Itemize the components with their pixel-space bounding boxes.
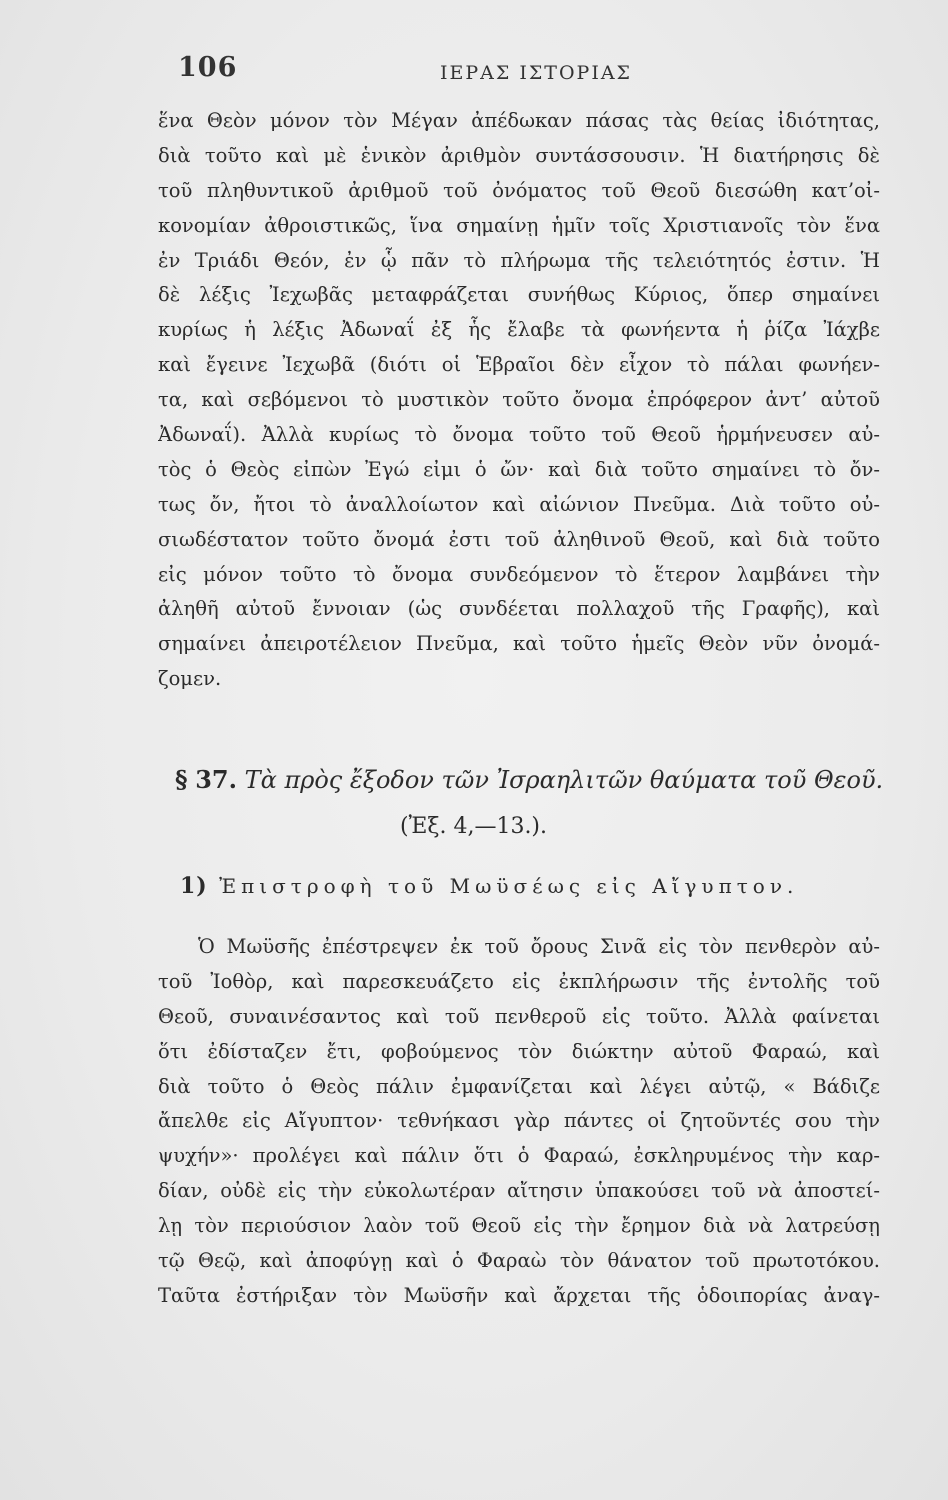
text-line: ζομεν. <box>158 667 222 691</box>
text-line: Ταῦτα ἐστήριξαν τὸν Μωϋσῆν καὶ ἄρχεται τῆς ὁδοιπορίας ἀναγ- <box>158 1283 880 1307</box>
page-header <box>150 52 885 92</box>
text-line: τῷ Θεῷ, καὶ ἀποφύγῃ καὶ ὁ Φαραὼ τὸν θάνατον τοῦ πρωτοτόκου. <box>158 1249 880 1273</box>
paragraph-2 <box>158 930 880 1314</box>
subsection-heading <box>180 873 860 899</box>
text-line: τοῦ Ἰοθὸρ, καὶ παρεσκευάζετο εἰς ἐκπλήρωσιν τῆς ἐντολῆς τοῦ <box>158 969 880 993</box>
section-number: 37. <box>195 765 237 794</box>
text-line: ψυχήν»· προλέγει καὶ πάλιν ὅτι ὁ Φαραώ, ἐσκληρυμένος τὴν καρ- <box>158 1144 880 1168</box>
text-line: διὰ τοῦτο ὁ Θεὸς πάλιν ἐμφανίζεται καὶ λέγει αὐτῷ, « Βάδιζε <box>158 1074 880 1098</box>
text-line: δὲ λέξις Ἰεχωβᾶς μεταφράζεται συνήθως Κύριος, ὅπερ σημαίνει <box>158 283 880 307</box>
subsection-number: 1) <box>180 873 208 899</box>
section-mark: § <box>175 765 188 794</box>
text-line: Ὁ Μωϋσῆς ἐπέστρεψεν ἐκ τοῦ ὄρους Σινᾶ εἰς τὸν πενθερὸν αὐ- <box>198 935 880 958</box>
section-reference: (Ἐξ. 4,—13.). <box>400 814 548 839</box>
text-line: τως ὄν, ἤτοι τὸ ἀναλλοίωτον καὶ αἰώνιον Πνεῦμα. Διὰ τοῦτο οὐ- <box>158 492 880 516</box>
text-line: διὰ τοῦτο καὶ μὲ ἑνικὸν ἀριθμὸν συντάσσουσιν. Ἡ διατήρησις δὲ <box>158 143 880 167</box>
running-head: ΙΕΡΑΣ ΙΣΤΟΡΙΑΣ <box>440 62 632 84</box>
text-line: ἕνα Θεὸν μόνον τὸν Μέγαν ἀπέδωκαν πάσας τὰς θείας ἰδιότητας, <box>158 109 880 132</box>
text-line: τοῦ πληθυντικοῦ ἀριθμοῦ τοῦ ὀνόματος τοῦ Θεοῦ διεσώθη κατ’οἰ- <box>158 178 880 202</box>
text-line: ἀληθῆ αὐτοῦ ἔννοιαν (ὡς συνδέεται πολλαχοῦ τῆς Γραφῆς), καὶ <box>158 597 880 621</box>
text-line: σημαίνει ἀπειροτέλειον Πνεῦμα, καὶ τοῦτο ἡμεῖς Θεὸν νῦν ὀνομά- <box>158 632 880 656</box>
paragraph-1 <box>158 104 880 697</box>
text-line: τα, καὶ σεβόμενοι τὸ μυστικὸν τοῦτο ὄνομα ἐπρόφερον ἀντ’ αὐτοῦ <box>158 388 880 412</box>
page-number: 106 <box>178 52 238 83</box>
text-line: λῃ τὸν περιούσιον λαὸν τοῦ Θεοῦ εἰς τὴν ἔρημον διὰ νὰ λατρεύσῃ <box>158 1214 880 1238</box>
text-line: τὸς ὁ Θεὸς εἰπὼν Ἐγώ εἰμι ὁ ὤν· καὶ διὰ τοῦτο σημαίνει τὸ ὄν- <box>158 457 880 481</box>
text-line: κυρίως ἡ λέξις Ἀδωναΐ ἐξ ἧς ἔλαβε τὰ φωνήεντα ἡ ῥίζα Ἰάχβε <box>158 318 880 342</box>
text-line: σιωδέστατον τοῦτο ὄνομά ἐστι τοῦ ἀληθινοῦ Θεοῦ, καὶ διὰ τοῦτο <box>158 527 880 551</box>
text-line: Ἀδωναΐ). Ἀλλὰ κυρίως τὸ ὄνομα τοῦτο τοῦ Θεοῦ ἡρμήνευσεν αὐ- <box>158 423 880 447</box>
text-line: καὶ ἔγεινε Ἰεχωβᾶ (διότι οἱ Ἑβραῖοι δὲν εἶχον τὸ πάλαι φωνήεν- <box>158 353 880 377</box>
text-line: κονομίαν ἀθροιστικῶς, ἵνα σημαίνῃ ἡμῖν τοῖς Χριστιανοῖς τὸν ἕνα <box>158 213 880 237</box>
section-heading <box>175 765 884 794</box>
section-title: Τὰ πρὸς ἔξοδον τῶν Ἰσραηλιτῶν θαύματα τοῦ Θεοῦ. <box>244 766 884 794</box>
text-line: εἰς μόνον τοῦτο τὸ ὄνομα συνδεόμενον τὸ ἕτερον λαμβάνει τὴν <box>158 562 880 586</box>
text-line: Θεοῦ, συναινέσαντος καὶ τοῦ πενθεροῦ εἰς τοῦτο. Ἀλλὰ φαίνεται <box>158 1004 880 1028</box>
subsection-title: Ἐπιστροφὴ τοῦ Μωϋσέως εἰς Αἴγυπτον. <box>219 874 799 898</box>
text-line: ἄπελθε εἰς Αἴγυπτον· τεθνήκασι γὰρ πάντες οἱ ζητοῦντές σου τὴν <box>158 1109 880 1133</box>
text-line: δίαν, οὐδὲ εἰς τὴν εὐκολωτέραν αἴτησιν ὑπακούσει τοῦ νὰ ἀποστεί- <box>158 1179 880 1203</box>
text-line: ὅτι ἐδίσταζεν ἔτι, φοβούμενος τὸν διώκτην αὐτοῦ Φαραώ, καὶ <box>158 1039 880 1063</box>
text-line: ἐν Τριάδι Θεόν, ἐν ᾧ πᾶν τὸ πλήρωμα τῆς τελειότητός ἐστιν. Ἡ <box>158 248 880 272</box>
